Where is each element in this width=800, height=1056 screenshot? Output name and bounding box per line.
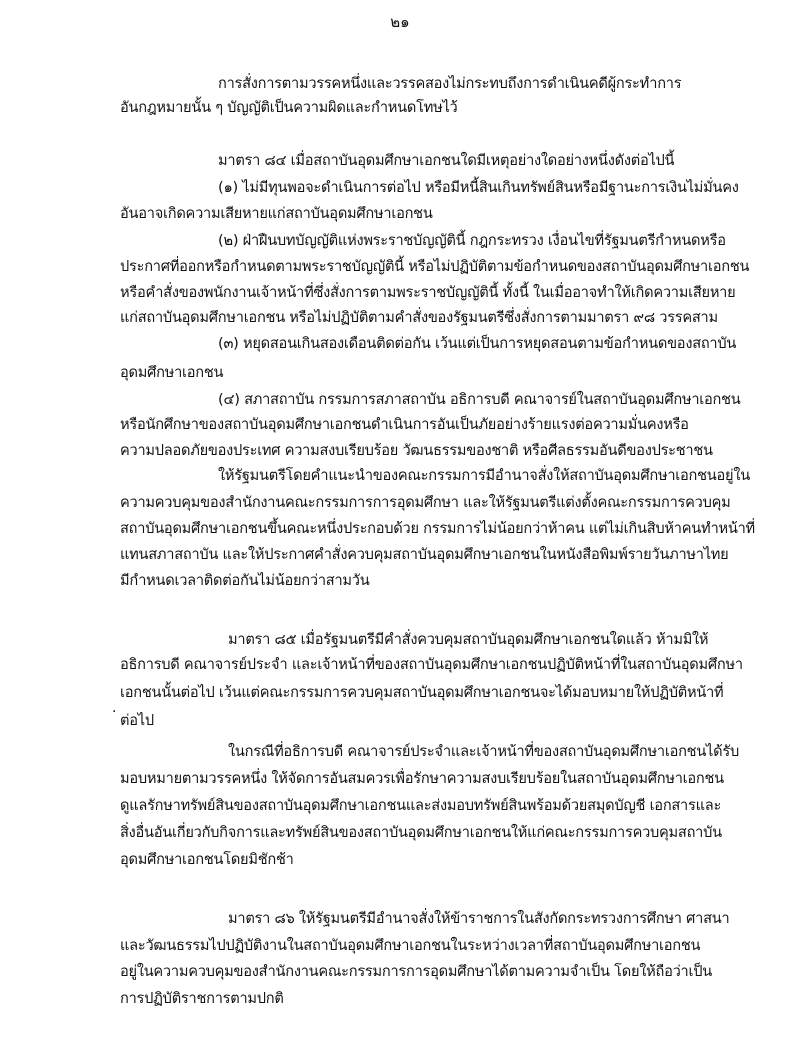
text-line: อธิการบดี คณาจารย์ประจำ และเจ้าหน้าที่ของสถาบันอุดมศึกษาเอกชนปฏิบัติหน้าที่ในสถาบันอุดมศึกษา: [120, 656, 743, 673]
text-line: สถาบันอุดมศึกษาเอกชนขึ้นคณะหนึ่งประกอบด้วย กรรมการไม่น้อยกว่าห้าคน แต่ไม่เกินสิบห้าคนทำหน้าที่: [120, 520, 755, 537]
text-line: ให้รัฐมนตรีโดยคำแนะนำของคณะกรรมการมีอำนาจสั่งให้สถาบันอุดมศึกษาเอกชนอยู่ใน: [218, 467, 750, 484]
text-line: ความปลอดภัยของประเทศ ความสงบเรียบร้อย วัฒนธรรมของชาติ หรือศีลธรรมอันดีของประชาชน: [120, 442, 713, 459]
text-line: มอบหมายตามวรรคหนึ่ง ให้จัดการอันสมควรเพื่อรักษาความสงบเรียบร้อยในสถาบันอุดมศึกษาเอกชน: [120, 770, 724, 787]
text-line: แก่สถาบันอุดมศึกษาเอกชน หรือไม่ปฏิบัติตามคำสั่งของรัฐมนตรีซึ่งสั่งการตามมาตรา ๙๘ วรรคสาม: [120, 309, 718, 326]
text-line: ในกรณีที่อธิการบดี คณาจารย์ประจำและเจ้าหน้าที่ของสถาบันอุดมศึกษาเอกชนได้รับ: [228, 743, 739, 760]
text-line: ความควบคุมของสำนักงานคณะกรรมการการอุดมศึกษา และให้รัฐมนตรีแต่งตั้งคณะกรรมการควบคุม: [120, 494, 731, 511]
text-line: สิ่งอื่นอันเกี่ยวกับกิจการและทรัพย์สินของสถาบันอุดมศึกษาเอกชนให้แก่คณะกรรมการควบคุมสถาบัน: [120, 824, 722, 841]
text-line: อันกฎหมายนั้น ๆ บัญญัติเป็นความผิดและกำหนดโทษไว้: [120, 99, 458, 116]
text-line: ประกาศที่ออกหรือกำหนดตามพระราชบัญญัตินี้ หรือไม่ปฏิบัติตามข้อกำหนดของสถาบันอุดมศึกษาเอกชน: [120, 258, 750, 275]
text-line: มีกำหนดเวลาติดต่อกันไม่น้อยกว่าสามวัน: [120, 572, 370, 589]
text-line: อุดมศึกษาเอกชน: [120, 364, 224, 381]
text-line: อุดมศึกษาเอกชนโดยมิชักช้า: [120, 851, 294, 868]
text-line: การสั่งการตามวรรคหนึ่งและวรรคสองไม่กระทบถึงการดำเนินคดีผู้กระทำการ: [218, 75, 682, 92]
page-number: ๒๑: [390, 13, 410, 31]
section-86-heading: มาตรา ๘๖ ให้รัฐมนตรีมีอำนาจสั่งให้ข้าราชการในสังกัดกระทรวงการศึกษา ศาสนา: [228, 910, 730, 927]
stray-mark: .: [112, 700, 117, 716]
text-line: หรือนักศึกษาของสถาบันอุดมศึกษาเอกชนดำเนินการอันเป็นภัยอย่างร้ายแรงต่อความมั่นคงหรือ: [120, 416, 689, 433]
text-line: การปฏิบัติราชการตามปกติ: [120, 990, 284, 1007]
text-line: (๔) สภาสถาบัน กรรมการสภาสถาบัน อธิการบดี คณาจารย์ในสถาบันอุดมศึกษาเอกชน: [218, 391, 741, 408]
text-line: ดูแลรักษาทรัพย์สินของสถาบันอุดมศึกษาเอกชนและส่งมอบทรัพย์สินพร้อมด้วยสมุดบัญชี เอกสารและ: [120, 797, 722, 814]
text-line: ต่อไป: [120, 712, 154, 729]
text-line: อยู่ในความควบคุมของสำนักงานคณะกรรมการการอุดมศึกษาได้ตามความจำเป็น โดยให้ถือว่าเป็น: [120, 963, 712, 980]
text-line: (๒) ฝ่าฝืนบทบัญญัติแห่งพระราชบัญญัตินี้ กฎกระทรวง เงื่อนไขที่รัฐมนตรีกำหนดหรือ: [218, 232, 726, 249]
text-line: อันอาจเกิดความเสียหายแก่สถาบันอุดมศึกษาเอกชน: [120, 205, 433, 222]
section-84-heading: มาตรา ๘๔ เมื่อสถาบันอุดมศึกษาเอกชนใดมีเหตุอย่างใดอย่างหนึ่งดังต่อไปนี้: [218, 152, 675, 169]
section-85-heading: มาตรา ๘๕ เมื่อรัฐมนตรีมีคำสั่งควบคุมสถาบันอุดมศึกษาเอกชนใดแล้ว ห้ามมิให้: [228, 631, 709, 648]
text-line: (๓) หยุดสอนเกินสองเดือนติดต่อกัน เว้นแต่เป็นการหยุดสอนตามข้อกำหนดของสถาบัน: [218, 335, 737, 352]
text-line: (๑) ไม่มีทุนพอจะดำเนินการต่อไป หรือมีหนี้สินเกินทรัพย์สินหรือมีฐานะการเงินไม่มั่นคง: [218, 179, 739, 196]
text-line: แทนสภาสถาบัน และให้ประกาศคำสั่งควบคุมสถาบันอุดมศึกษาเอกชนในหนังสือพิมพ์รายวันภาษาไทย: [120, 546, 729, 563]
text-line: เอกชนนั้นต่อไป เว้นแต่คณะกรรมการควบคุมสถาบันอุดมศึกษาเอกชนจะได้มอบหมายให้ปฏิบัติหน้าที่: [120, 684, 724, 701]
text-line: และวัฒนธรรมไปปฏิบัติงานในสถาบันอุดมศึกษาเอกชนในระหว่างเวลาที่สถาบันอุดมศึกษาเอกชน: [120, 937, 701, 954]
text-line: หรือคำสั่งของพนักงานเจ้าหน้าที่ซึ่งสั่งการตามพระราชบัญญัตินี้ ทั้งนี้ ในเมื่ออาจทำให้เกิดความเสียหาย: [120, 284, 736, 301]
